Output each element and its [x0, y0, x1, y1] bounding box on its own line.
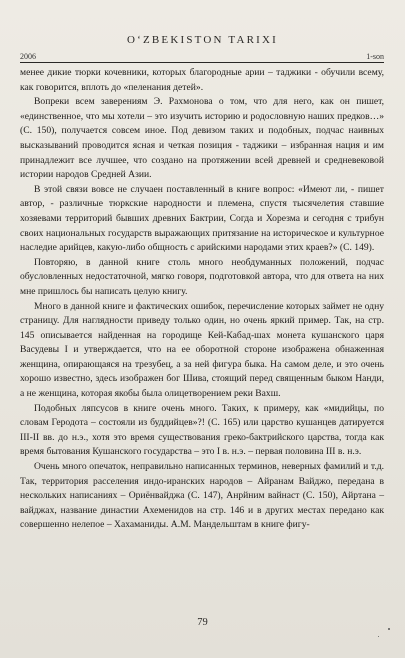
header-rule: [20, 62, 384, 63]
header-year: 2006: [20, 52, 36, 61]
scan-speck: [388, 628, 390, 630]
paragraph: Подобных ляпсусов в книге очень много. Таких, к примеру, как «мидийцы, по словам Геродота – состояли из буддийцев»?! (С. 165) или царство кушанцев датируется III-II вв. до н.э., хотя это время существования греко-бактрийского царства, тогда как время бытования Кушанского государства – это I в. н.э. – первая половина III в. н.э.: [20, 402, 384, 458]
body-text: [20, 66, 384, 533]
header-issue: 1-son: [366, 52, 384, 61]
running-title: O‘ZBEKISTON TARIXI: [126, 34, 279, 46]
paragraph: Вопреки всем заверениям Э. Рахмонова о том, что для него, как он пишет, «единственное, что мы хотели – это изучить историю и родословную наших предков…» (С. 150), получается совсем иное. Под девизом таких и подобных, подчас наивных высказываний проводится ясная и четкая позиция - таджики – избранная нация и им принадлежит все лучшее, что создано на протяжении всей древней и средневековой истории народов Средней Азии.: [20, 96, 384, 181]
paragraph: Повторяю, в данной книге столь много необдуманных положений, подчас обусловленных недостаточной, мягко говоря, подготовкой автора, что для ответа на них мне пришлось бы написать целую книгу.: [20, 256, 384, 297]
paragraph: менее дикие тюрки кочевники, которых благородные арии – таджики - обучили всему, как говорится, вплоть до «пеленания детей».: [20, 67, 384, 93]
scan-speck: [378, 636, 379, 637]
paragraph: Много в данной книге и фактических ошибок, перечисление которых займет не одну страницу. Для наглядности приведу только один, но очень яркий пример. Так, на стр. 145 описывается найденная на городище Кей-Кабад-шах монета кушанского царя Васудевы I и утверждается, что на ее оборотной стороне изображена обнаженная женщина, опирающаяся на трезубец, а за ней фигура быка. На самом деле, и это очень хорошо известно, здесь изображен бог Шива, стоящий перед священным быком Нанди, а не женщина, которая якобы была олицетворением реки Вахш.: [20, 300, 384, 400]
paragraph: Очень много опечаток, неправильно написанных терминов, неверных фамилий и т.д. Так, территория расселения индо-иранских народов – Айранам Вайджо, передана в нескольких написаниях – Ориёнвайджа (С. 147), Анрйним вайнаст (С. 150), Айртана – вайджах, название династии Ахеменидов на стр. 146 и в других местах передано как совершенно нелепое – Хахаманиды. А.М. Мандельштам в книге фигу-: [20, 461, 384, 531]
page-number: 79: [197, 617, 208, 628]
paragraph: В этой связи вовсе не случаен поставленный в книге вопрос: «Имеют ли, - пишет автор, - различные тюркские народности и племена, спустя тысячелетия ставшие хозяевами территорий бывших древних Бактрии, Согда и Хорезма и сегодня с трибун своих национальных государств выражающих притязание на историческое и культурное наследие арийцев, какую-либо общность с арийскими народами этих краев?» (С. 149).: [20, 183, 384, 254]
